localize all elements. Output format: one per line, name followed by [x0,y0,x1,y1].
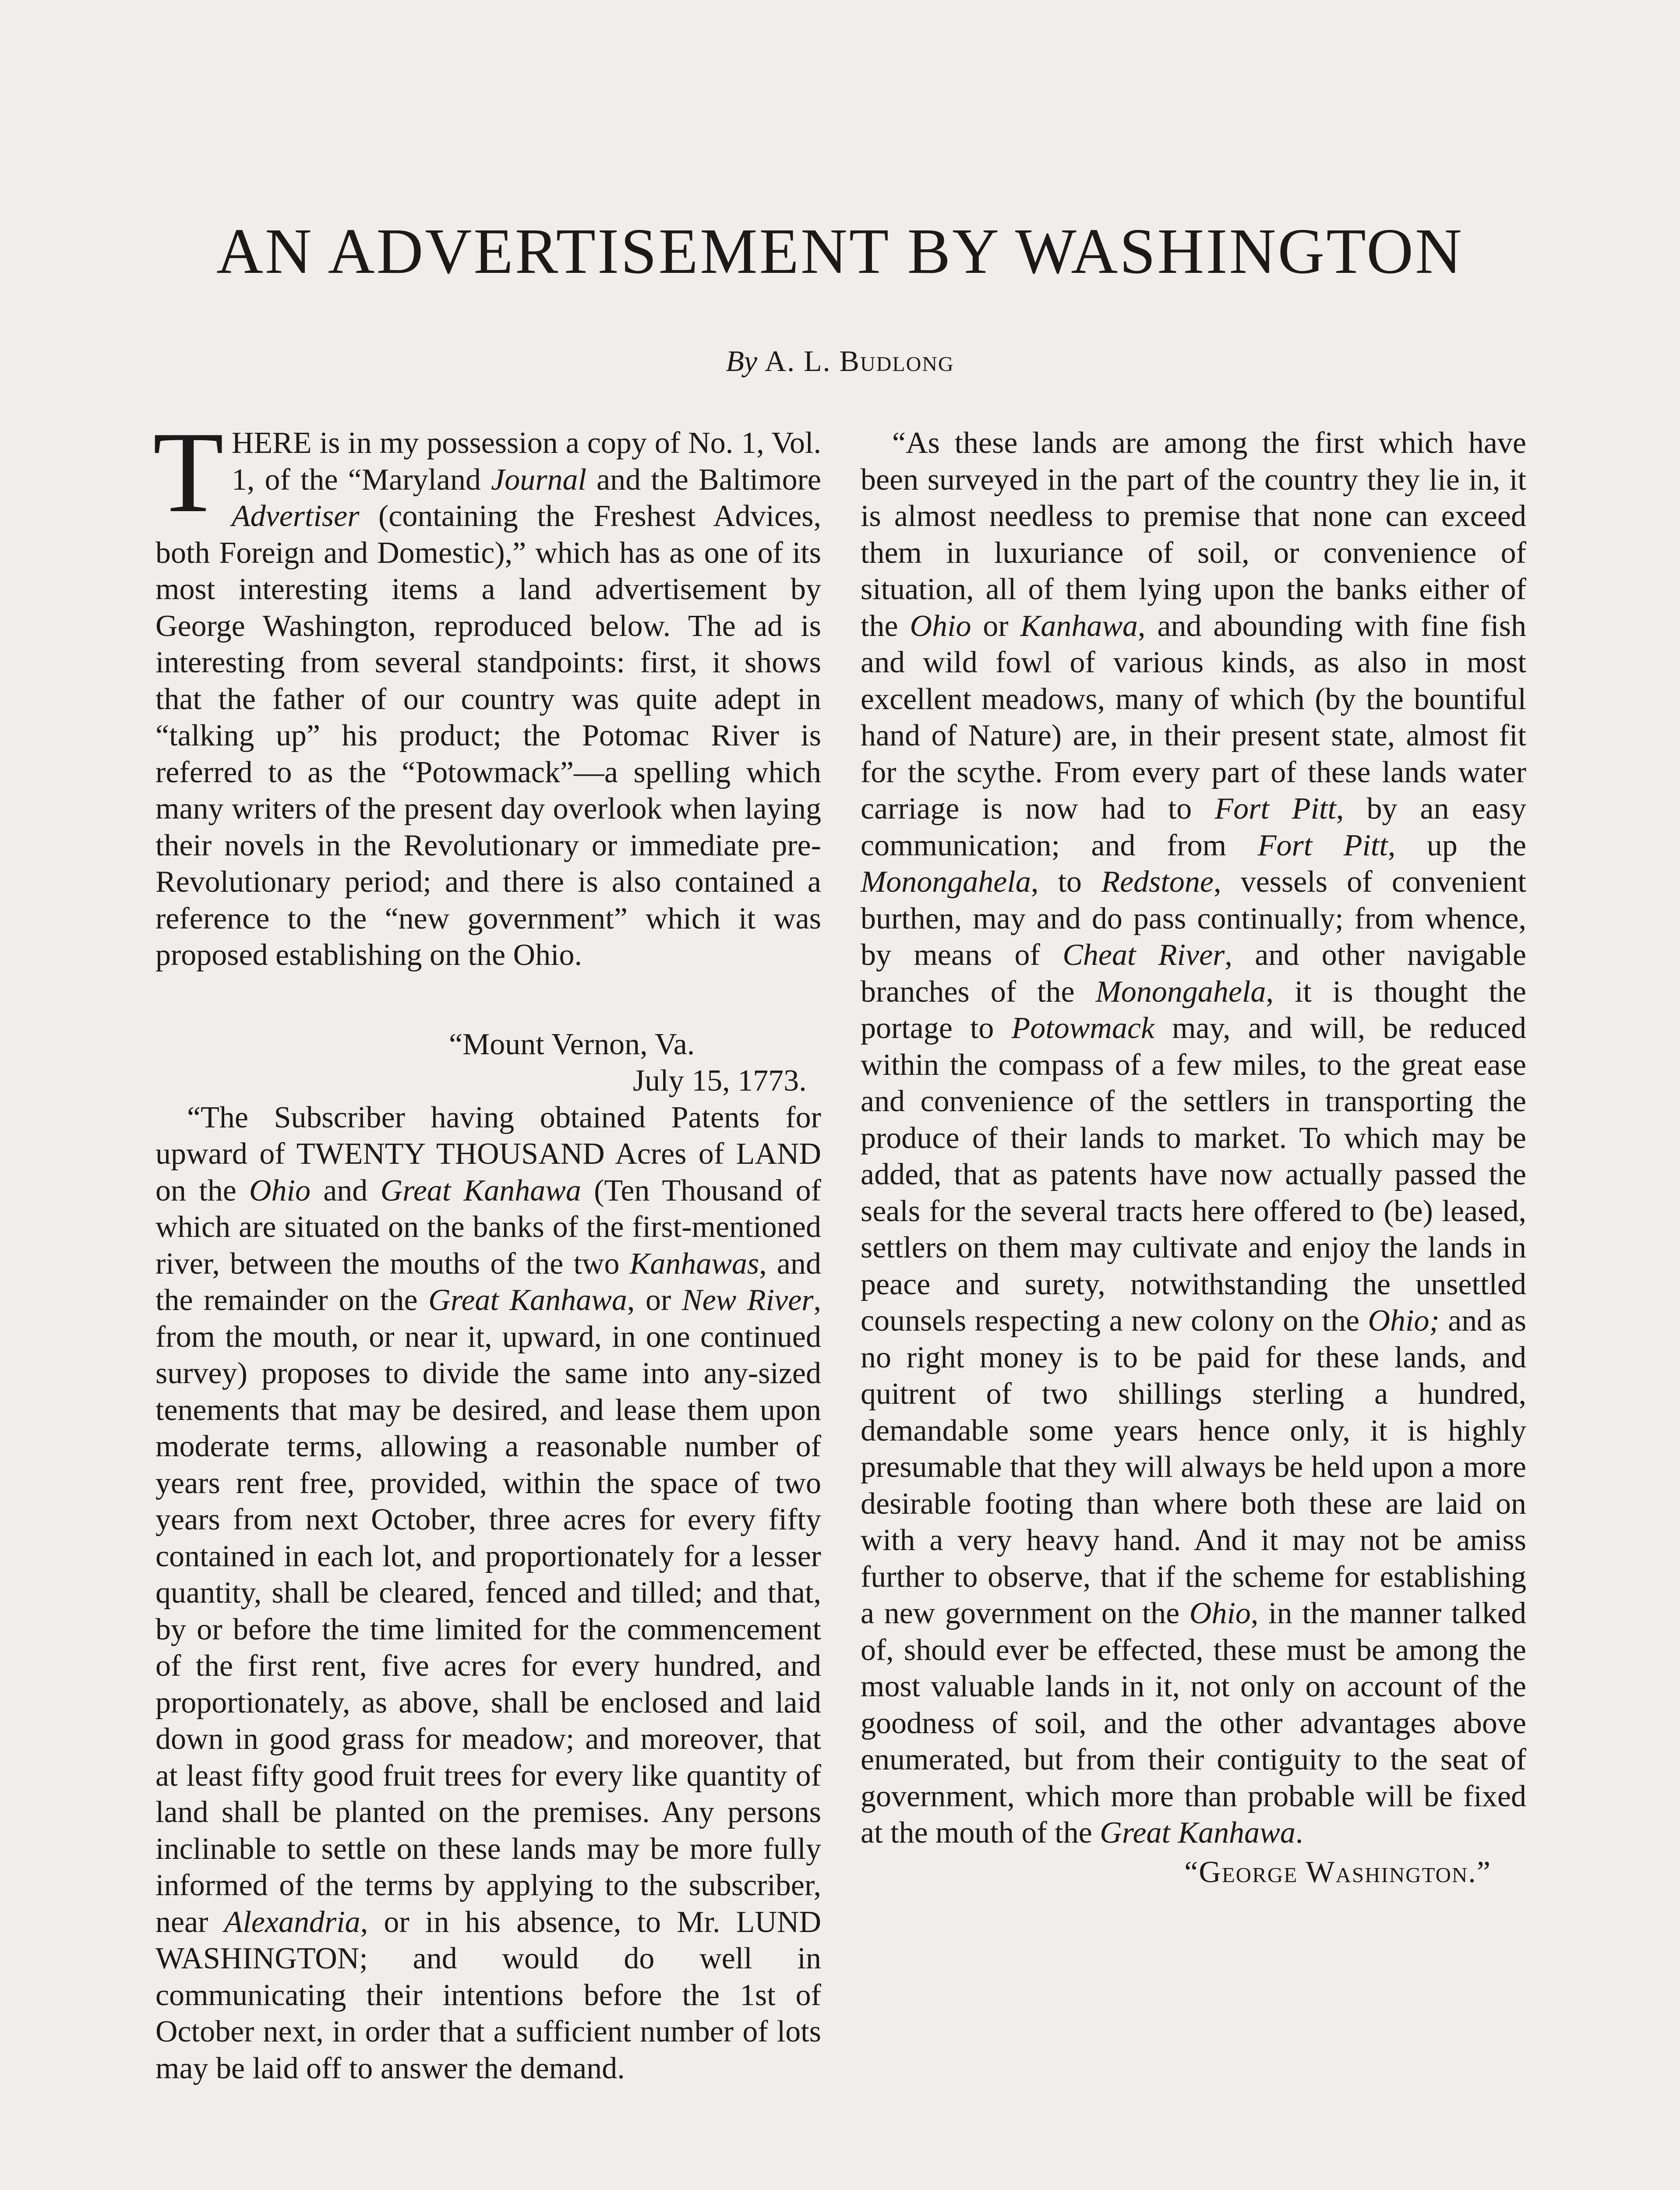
dateline-date: July 15, 1773. [633,1064,807,1098]
intro-journal: Journal [491,463,586,497]
ad2-text-j: may, and will, be reduced within the compass of a few miles, to the great ease and convenience of the settlers in transporting the produce of their lands to market. To which may be added, that as patents have now actually passed the seals for the several tracts here offered to (be) leased, settlers on them may cultivate and enjoy the lands in peace and surety, notwithstanding the unsettled counsels respecting a new colony on the [861,1011,1526,1338]
article-title: AN ADVERTISEMENT BY WASHINGTON [216,215,1464,287]
ad1-italic-3: Kanhawas [629,1247,759,1281]
intro-text-3: (containing the Freshest Advices, both Foreign and Domestic),” which has as one of its most interesting items a land advertisement by George Washington, reproduced below. The ad is interesting from several standpoints: first, it shows that the father of our country was quite adept in “talking up” his product; the Potomac River is referred to as the “Potowmack”—a spelling which many writers of the present day overlook when laying their novels in the Revolutionary or immediate pre-Revolutionary period; and there is also contained a reference to the “new government” which it was proposed establishing on the Ohio. [155,499,821,972]
intro-paragraph [153,408,821,974]
ad1-text-a: “The Subscriber having obtained Patents for upward of TWENTY THOUSAND Acres of LAND on the [155,1100,821,1208]
ad2-italic-9: Potowmack [1011,1011,1155,1045]
ad2-italic-5: Monongahela [861,865,1031,899]
dateline-place: “Mount Vernon, Va. [449,1027,695,1061]
ad2-italic-6: Redstone [1101,865,1214,899]
ad1-text-e: , or [627,1283,682,1317]
byline [0,344,1680,378]
column-left [153,408,822,2087]
ad1-text-f: , from the mouth, or near it, upward, in one continued survey) proposes to divide the same into any-sized tenements that may be desired, and lease them upon moderate terms, allowing a reasonable number of years rent free, provided, within the space of two years from next October, three acres for every fifty contained in each lot, and proportionately for a lesser quantity, shall be cleared, fenced and tilled; and that, by or before the time limited for the commencement of the first rent, five acres for every hundred, and proportionately, as above, shall be enclosed and laid down in good grass for meadow; and moreover, that at least fifty good fruit trees for every like quantity of land shall be planted on the premises. Any persons inclinable to settle on these lands may be more fully informed of the terms by applying to the subscriber, near [155,1283,822,1939]
ad2-text-f: , to [1031,865,1101,899]
ad2-italic-7: Cheat River [1062,938,1225,972]
ad1-text-g: , or in his absence, to Mr. LUND WASHINGTON; and would do well in communicating their intentions before the 1st of October next, in order that a sufficient number of lots may be laid off to answer the demand. [155,1905,821,2085]
signature: “George Washington.” [1184,1855,1491,1889]
ad2-text-m: . [1295,1816,1303,1850]
ad2-text-e: , up the [1387,828,1526,862]
ad1-text-d: , and the remainder on the [155,1247,821,1317]
intro-advertiser: Advertiser [231,499,360,533]
ad2-text-k: and as no right money is to be paid for these lands, and quitrent of two shillings sterling a hundred, demandable some years hence only, it is highly presumable that they will always be held upon a more desirable footing than where both these are laid on with a very heavy hand. And it may not be amiss further to observe, that if the scheme for establishing a new government on the [861,1304,1526,1630]
ad2-text-c: , and abounding with fine fish and wild fowl of various kinds, as also in most excellent meadows, many of which (by the bountiful hand of Nature) are, in their present state, almost fit for the scythe. From every part of these lands water carriage is now had to [861,609,1526,826]
drop-cap: T [153,408,224,537]
ad2-italic-2: Kanhawa [1020,609,1138,643]
ad2-text-d: , by an easy communication; and from [861,792,1526,862]
ad2-italic-4: Fort Pitt [1257,828,1388,862]
ad2-text-h: , and other navigable branches of the [861,938,1526,1009]
ad2-italic-3: Fort Pitt [1214,792,1336,826]
byline-author: A. L. Budlong [765,344,954,378]
ad2-italic-10: Ohio; [1368,1304,1440,1338]
ad1-italic-2: Great Kanhawa [380,1173,581,1208]
byline-by: By [726,344,758,378]
ad1-text-b: and [311,1173,381,1208]
ad2-italic-1: Ohio [910,609,971,643]
ad2-text-b: or [971,609,1020,643]
ad2-text-a: “As these lands are among the first which have been surveyed in the part of the country they lie in, it is almost needless to premise that none can exceed them in luxuriance of soil, or convenience of situation, all of them lying upon the banks either of the [861,426,1526,643]
ad2-text-g: , vessels of convenient burthen, may and do pass continually; from whence, by means of [861,865,1526,972]
intro-text-1: HERE is in my possession a copy of No. 1, Vol. 1, of the “Maryland [231,426,821,497]
ad1-italic-6: Alexandria [224,1905,360,1939]
ad2-text-l: , in the manner talked of, should ever be effected, these must be among the most valuable lands in it, not only on account of the goodness of soil, and the other advantages above enumerated, but from their contiguity to the seat of government, which more than probable will be fixed at the mouth of the [861,1597,1526,1850]
column-right [861,425,1526,1890]
ad-paragraph-1 [155,1099,821,2087]
ad1-italic-4: Great Kanhawa [428,1283,627,1317]
intro-text-2: and the Baltimore [586,463,821,497]
ad1-text-c: (Ten Thousand of which are situated on the banks of the first-mentioned river, between the mouths of the two [155,1173,821,1281]
ad2-italic-8: Monongahela [1095,975,1266,1009]
ad-paragraph-2 [861,425,1526,1851]
ad1-italic-1: Ohio [249,1173,311,1208]
ad2-italic-12: Great Kanhawa [1100,1816,1295,1850]
ad2-italic-11: Ohio [1189,1597,1251,1630]
ad1-italic-5: New River [681,1283,814,1317]
ad2-text-i: , it is thought the portage to [861,975,1526,1045]
dateline [155,1026,821,1099]
